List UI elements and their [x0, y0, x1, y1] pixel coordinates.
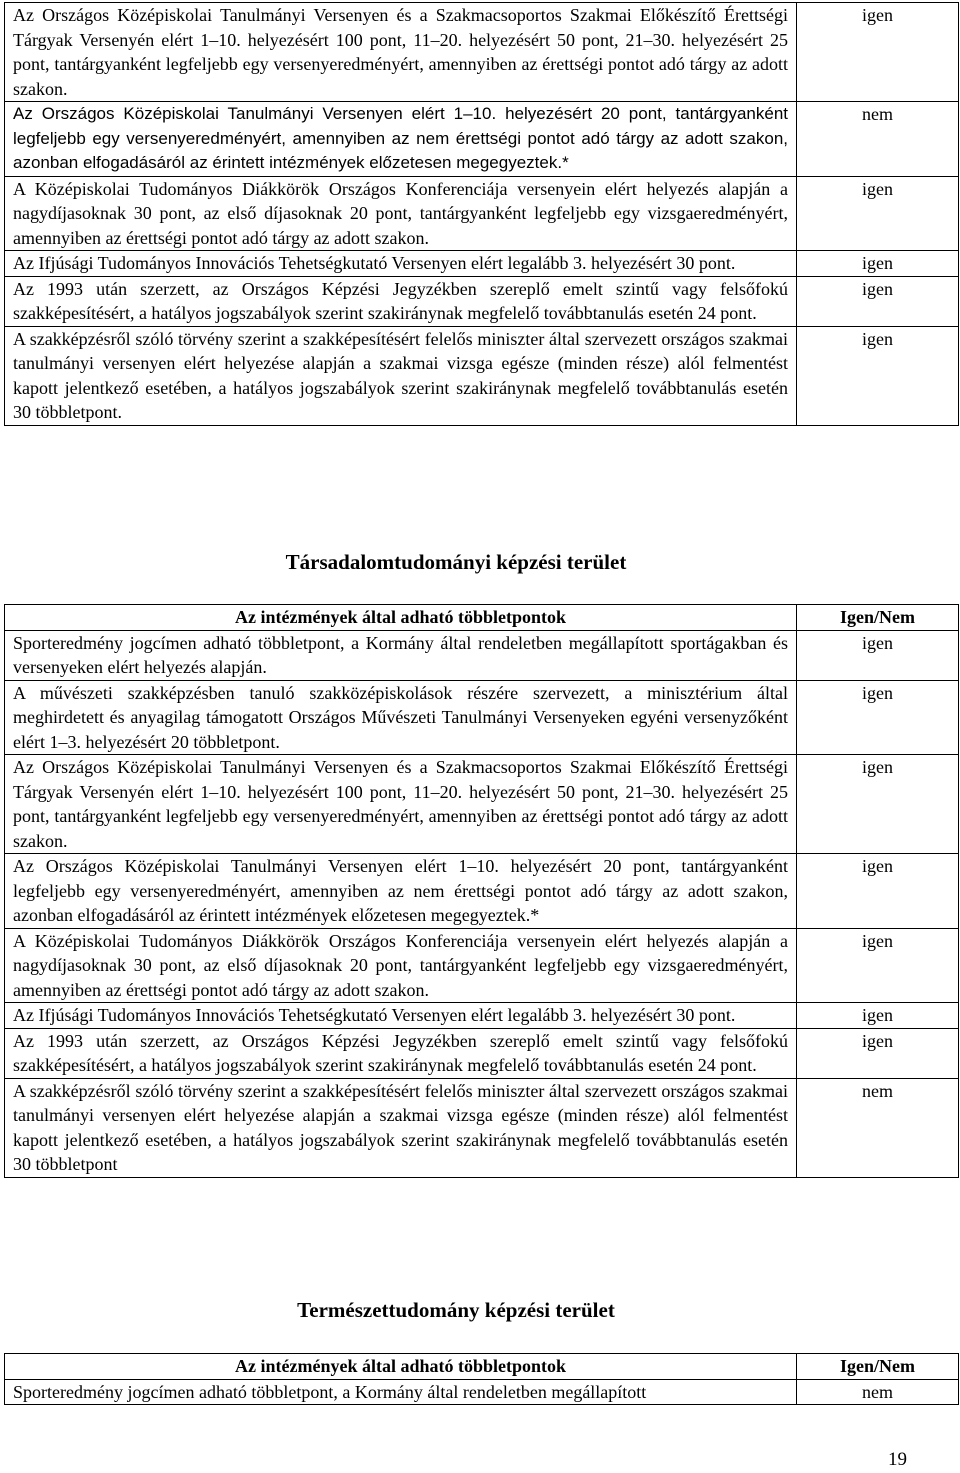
table-row [5, 854, 959, 929]
column-header-points: Az intézmények által adható többletpontok [5, 605, 797, 631]
row-text: A Középiskolai Tudományos Diákkörök Országos Konferenciája versenyein elért helyezés alapján a nagydíjasoknak 30 pont, az első díjasoknak 20 pont, tantárgyanként legfeljebb egy vizsgaeredményért, amennyiben az érettségi pontot adó tárgy az adott szakon. [5, 928, 797, 1003]
row-text: Az Országos Középiskolai Tanulmányi Versenyen és a Szakmacsoportos Szakmai Előkészítő Érettségi Tárgyak Versenyén elért 1–10. helyezésért 100 pont, 11–20. helyezésért 50 pont, 21–30. helyezésért 25 pont, tantárgyanként legfeljebb egy versenyeredményért, amennyiben az érettségi pontot adó tárgy az adott szakon. [5, 755, 797, 854]
table-row [5, 680, 959, 755]
section-title: Természettudomány képzési terület [297, 1298, 615, 1322]
table-social-sciences [4, 604, 959, 1178]
row-text: Az 1993 után szerzett, az Országos Képzési Jegyzékben szereplő emelt szintű vagy felsőfokú szakképesítésért, a hatályos jogszabályok szerint szakiránynak megfelelő továbbtanulás esetén 24 pont. [5, 1028, 797, 1078]
row-value: igen [797, 326, 959, 425]
row-value: igen [797, 276, 959, 326]
row-value: igen [797, 680, 959, 755]
row-value: nem [797, 1379, 959, 1405]
row-text: A Középiskolai Tudományos Diákkörök Országos Konferenciája versenyein elért helyezés alapján a nagydíjasoknak 30 pont, az első díjasoknak 20 pont, tantárgyanként legfeljebb egy vizsgaeredményért, amennyiben az érettségi pontot adó tárgy az adott szakon. [5, 176, 797, 251]
table-row [5, 928, 959, 1003]
table-row [5, 630, 959, 680]
row-value: igen [797, 176, 959, 251]
row-value: nem [797, 102, 959, 177]
row-value: igen [797, 854, 959, 929]
table-row [5, 251, 959, 277]
page-number: 19 [888, 1449, 907, 1470]
table-row [5, 3, 959, 102]
table-natural-sciences [4, 1353, 959, 1405]
row-text: A szakképzésről szóló törvény szerint a szakképesítésért felelős miniszter által szervezett országos szakmai tanulmányi versenyen elért helyezése alapján a szakmai vizsga egésze (minden része) alól felmentést kapott jelentkező esetében, a hatályos jogszabályok szerint szakiránynak megfelelő továbbtanulás esetén 30 többletpont [5, 1078, 797, 1177]
row-value: igen [797, 755, 959, 854]
table-row [5, 176, 959, 251]
row-text: Az Országos Középiskolai Tanulmányi Versenyen elért 1–10. helyezésért 20 pont, tantárgyanként legfeljebb egy versenyeredményért, amennyiben az nem érettségi pontot adó tárgy az adott szakon, azonban elfogadásáról az érintett intézmények előzetesen megegyeztek.* [5, 854, 797, 929]
row-text: Az Ifjúsági Tudományos Innovációs Tehetségkutató Versenyen elért legalább 3. helyezésért 30 pont. [5, 1003, 797, 1029]
row-value: igen [797, 630, 959, 680]
row-value: igen [797, 3, 959, 102]
row-value: igen [797, 928, 959, 1003]
row-text: Az Országos Középiskolai Tanulmányi Versenyen és a Szakmacsoportos Szakmai Előkészítő Érettségi Tárgyak Versenyén elért 1–10. helyezésért 100 pont, 11–20. helyezésért 50 pont, 21–30. helyezésért 25 pont, tantárgyanként legfeljebb egy versenyeredményért, amennyiben az érettségi pontot adó tárgy az adott szakon. [5, 3, 797, 102]
table-header-row [5, 1354, 959, 1380]
table-header-row [5, 605, 959, 631]
table-row [5, 102, 959, 177]
row-value: igen [797, 251, 959, 277]
row-text: Sporteredmény jogcímen adható többletpont, a Kormány által rendeletben megállapított [5, 1379, 797, 1405]
table-row [5, 1028, 959, 1078]
row-text: Sporteredmény jogcímen adható többletpont, a Kormány által rendeletben megállapított sportágakban és versenyeken elért helyezés alapján. [5, 630, 797, 680]
section-title: Társadalomtudományi képzési terület [285, 550, 627, 574]
row-text: A művészeti szakképzésben tanuló szakközépiskolások részére szervezett, a minisztérium által meghirdetett és anyagilag támogatott Országos Művészeti Tanulmányi Versenyeken egyéni versenyzőként elért 1–3. helyezésért 20 többletpont. [5, 680, 797, 755]
column-header-yes-no: Igen/Nem [797, 1354, 959, 1380]
table-row [5, 1379, 959, 1405]
table-row [5, 276, 959, 326]
table-continuation [4, 2, 959, 426]
table-row [5, 755, 959, 854]
row-value: nem [797, 1078, 959, 1177]
row-value: igen [797, 1003, 959, 1029]
table-row [5, 1078, 959, 1177]
table-row [5, 1003, 959, 1029]
column-header-yes-no: Igen/Nem [797, 605, 959, 631]
row-text: A szakképzésről szóló törvény szerint a szakképesítésért felelős miniszter által szervezett országos szakmai tanulmányi versenyen elért helyezése alapján a szakmai vizsga egésze (minden része) alól felmentést kapott jelentkező esetében, a hatályos jogszabályok szerint szakiránynak megfelelő továbbtanulás esetén 30 többletpont. [5, 326, 797, 425]
row-text: Az Országos Középiskolai Tanulmányi Versenyen elért 1–10. helyezésért 20 pont, tantárgyanként legfeljebb egy versenyeredményért, amennyiben az nem érettségi pontot adó tárgy az adott szakon, azonban elfogadásáról az érintett intézmények előzetesen megegyeztek.* [5, 102, 797, 177]
table-row [5, 326, 959, 425]
row-text: Az 1993 után szerzett, az Országos Képzési Jegyzékben szereplő emelt szintű vagy felsőfokú szakképesítésért, a hatályos jogszabályok szerint szakiránynak megfelelő továbbtanulás esetén 24 pont. [5, 276, 797, 326]
column-header-points: Az intézmények által adható többletpontok [5, 1354, 797, 1380]
row-value: igen [797, 1028, 959, 1078]
row-text: Az Ifjúsági Tudományos Innovációs Tehetségkutató Versenyen elért legalább 3. helyezésért 30 pont. [5, 251, 797, 277]
